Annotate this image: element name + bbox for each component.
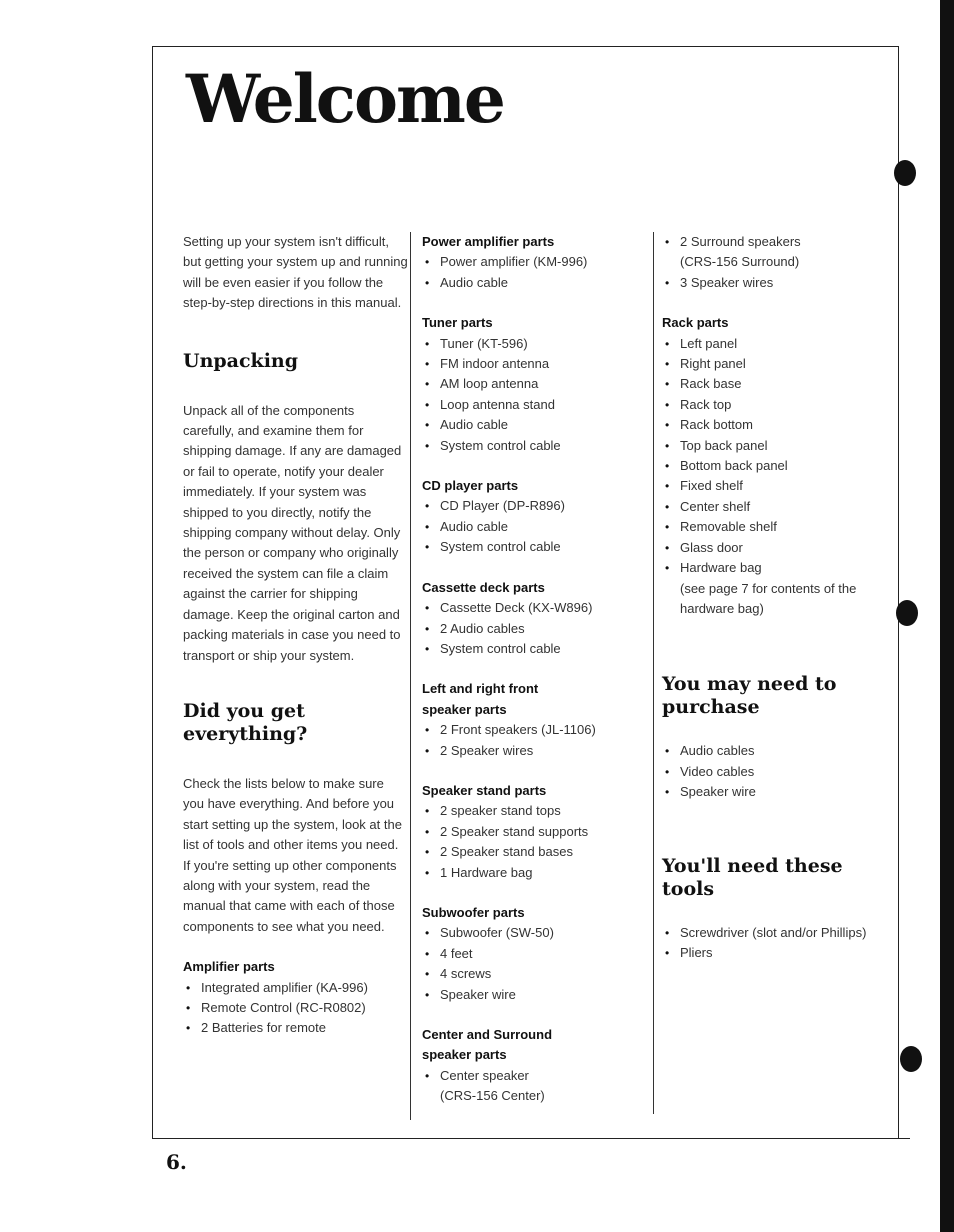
bullet-icon: • — [425, 275, 430, 290]
bullet-icon: • — [425, 438, 430, 453]
column-right — [662, 232, 892, 963]
bullet-icon: • — [425, 601, 430, 616]
bullet-icon: • — [186, 980, 191, 995]
list-item: • Fixed shelf — [662, 476, 892, 496]
list-item: • Cassette Deck (KX-W896) — [422, 598, 650, 618]
column-left — [183, 232, 408, 1039]
bullet-icon: • — [425, 336, 430, 351]
list-item: • Audio cable — [422, 415, 650, 435]
list-item: • Audio cables — [662, 741, 892, 761]
list-item: • CD Player (DP-R896) — [422, 496, 650, 516]
bullet-icon: • — [665, 520, 670, 535]
center-speaker-parts-list — [422, 1066, 650, 1107]
list-item: • FM indoor antenna — [422, 354, 650, 374]
tuner-parts-heading: Tuner parts — [422, 315, 493, 331]
bullet-icon: • — [665, 418, 670, 433]
bullet-icon: • — [665, 561, 670, 576]
bullet-icon: • — [425, 723, 430, 738]
bullet-icon: • — [425, 824, 430, 839]
bullet-icon: • — [425, 357, 430, 372]
bullet-icon: • — [665, 744, 670, 759]
front-speaker-parts-list — [422, 720, 650, 761]
bullet-icon: • — [665, 336, 670, 351]
amplifier-parts-list — [183, 978, 408, 1039]
list-item: • Center shelf — [662, 497, 892, 517]
frame-bottom-border — [152, 1138, 910, 1139]
binder-hole-mark — [896, 600, 918, 626]
list-item: • Glass door — [662, 538, 892, 558]
scan-edge-shadow — [940, 0, 954, 1232]
list-item: • 1 Hardware bag — [422, 863, 650, 883]
list-item: • Right panel — [662, 354, 892, 374]
front-speaker-parts-heading: Left and right front speaker parts — [422, 681, 539, 717]
surround-speaker-parts-list — [662, 232, 892, 293]
page-title: Welcome — [186, 60, 504, 138]
list-item: • Audio cable — [422, 273, 650, 293]
list-item: • AM loop antenna — [422, 374, 650, 394]
list-item: • Rack bottom — [662, 415, 892, 435]
speaker-stand-parts-list — [422, 801, 650, 883]
list-item: • Integrated amplifier (KA-996) — [183, 978, 408, 998]
rack-parts-heading: Rack parts — [662, 315, 729, 331]
bullet-icon: • — [425, 499, 430, 514]
list-item: • Power amplifier (KM-996) — [422, 252, 650, 272]
bullet-icon: • — [665, 438, 670, 453]
list-item: • System control cable — [422, 436, 650, 456]
frame-top-border — [152, 46, 898, 47]
frame-right-border — [898, 46, 899, 1138]
purchase-heading: You may need to purchase — [662, 673, 837, 719]
bullet-icon: • — [665, 377, 670, 392]
bullet-icon: • — [665, 357, 670, 372]
bullet-icon: • — [665, 785, 670, 800]
list-item: • 2 Audio cables — [422, 619, 650, 639]
bullet-icon: • — [425, 621, 430, 636]
list-item: • Rack base — [662, 374, 892, 394]
list-item: • 2 Front speakers (JL-1106) — [422, 720, 650, 740]
bullet-icon: • — [425, 987, 430, 1002]
unpacking-heading: Unpacking — [183, 349, 299, 372]
cassette-deck-parts-heading: Cassette deck parts — [422, 579, 545, 595]
bullet-icon: • — [425, 804, 430, 819]
bullet-icon: • — [425, 865, 430, 880]
list-item: • Audio cable — [422, 517, 650, 537]
did-you-get-everything-heading: Did you get everything? — [183, 699, 308, 745]
list-item: • Remote Control (RC-R0802) — [183, 998, 408, 1018]
binder-hole-mark — [894, 160, 916, 186]
bullet-icon: • — [665, 499, 670, 514]
bullet-icon: • — [425, 540, 430, 555]
page-number: 6. — [166, 1150, 187, 1174]
subwoofer-parts-heading: Subwoofer parts — [422, 904, 525, 920]
cassette-deck-parts-list — [422, 598, 650, 659]
tools-list — [662, 923, 892, 964]
list-item: • 4 feet — [422, 944, 650, 964]
rack-parts-list — [662, 334, 892, 620]
list-item: • Left panel — [662, 334, 892, 354]
bullet-icon: • — [186, 1021, 191, 1036]
list-item: • Removable shelf — [662, 517, 892, 537]
frame-left-border — [152, 46, 153, 1138]
bullet-icon: • — [665, 235, 670, 249]
list-item: • Video cables — [662, 762, 892, 782]
bullet-icon: • — [665, 540, 670, 555]
list-item: • 2 Speaker wires — [422, 741, 650, 761]
bullet-icon: • — [665, 397, 670, 412]
bullet-icon: • — [665, 764, 670, 779]
list-item: • 2 Surround speakers (CRS-156 Surround) — [665, 234, 801, 270]
center-surround-parts-heading: Center and Surround speaker parts — [422, 1027, 553, 1063]
speaker-stand-parts-heading: Speaker stand parts — [422, 782, 547, 798]
bullet-icon: • — [425, 845, 430, 860]
list-item: • Loop antenna stand — [422, 395, 650, 415]
power-amplifier-parts-heading: Power amplifier parts — [422, 234, 555, 249]
binder-hole-mark — [900, 1046, 922, 1072]
bullet-icon: • — [665, 479, 670, 494]
bullet-icon: • — [665, 459, 670, 474]
unpacking-paragraph: Unpack all of the components carefully, and examine them for shipping damage. If any are damaged or fail to operate, notify your dealer immediately. If your system was shipped to you directly, notify the shipping company without delay. Only the person or company who originally received the system can file a claim against the carrier for shipping damage. Keep the original carton and packing materials in case you need to transport or ship your system. — [183, 402, 402, 663]
list-item: • 2 Batteries for remote — [183, 1018, 408, 1038]
list-item: • Bottom back panel — [662, 456, 892, 476]
intro-paragraph: Setting up your system isn't difficult, but getting your system up and running will be even easier if you follow the step-by-step directions in this manual. — [183, 234, 408, 311]
column-middle — [422, 232, 650, 1107]
list-item: • 2 Speaker stand bases — [422, 842, 650, 862]
bullet-icon: • — [425, 967, 430, 982]
purchase-list — [662, 741, 892, 802]
list-item: • 3 Speaker wires — [662, 273, 892, 293]
list-item: • Hardware bag (see page 7 for contents of the hardware bag) — [665, 560, 857, 616]
bullet-icon: • — [186, 1000, 191, 1015]
bullet-icon: • — [425, 946, 430, 961]
column-divider — [653, 232, 654, 1114]
list-item: • Rack top — [662, 395, 892, 415]
tools-heading: You'll need these tools — [662, 854, 843, 900]
cd-player-parts-list — [422, 496, 650, 557]
list-item: • 2 Speaker stand supports — [422, 822, 650, 842]
subwoofer-parts-list — [422, 923, 650, 1005]
list-item: • 2 speaker stand tops — [422, 801, 650, 821]
bullet-icon: • — [425, 255, 430, 270]
bullet-icon: • — [425, 397, 430, 412]
power-amplifier-parts-list — [422, 252, 650, 293]
list-item: • 4 screws — [422, 964, 650, 984]
list-item: • Top back panel — [662, 436, 892, 456]
cd-player-parts-heading: CD player parts — [422, 478, 519, 494]
bullet-icon: • — [425, 926, 430, 941]
bullet-icon: • — [425, 641, 430, 656]
bullet-icon: • — [425, 519, 430, 534]
list-item: • Speaker wire — [422, 985, 650, 1005]
bullet-icon: • — [425, 1068, 430, 1083]
bullet-icon: • — [425, 377, 430, 392]
did-you-get-everything-paragraph: Check the lists below to make sure you have everything. And before you start setting up the system, look at the list of tools and other items you need. If you're setting up other components along with your system, read the manual that came with each of those components to see what you need. — [183, 775, 402, 934]
list-item: • Pliers — [662, 943, 892, 963]
tuner-parts-list — [422, 334, 650, 456]
list-item: • Subwoofer (SW-50) — [422, 923, 650, 943]
list-item: • System control cable — [422, 537, 650, 557]
list-item: • Speaker wire — [662, 782, 892, 802]
column-divider — [410, 232, 411, 1120]
list-item: • Tuner (KT-596) — [422, 334, 650, 354]
amplifier-parts-heading: Amplifier parts — [183, 959, 275, 975]
bullet-icon: • — [425, 418, 430, 433]
list-item: • System control cable — [422, 639, 650, 659]
list-item: • Center speaker (CRS-156 Center) — [425, 1067, 545, 1104]
bullet-icon: • — [665, 925, 670, 940]
list-item: • Screwdriver (slot and/or Phillips) — [662, 923, 892, 943]
bullet-icon: • — [665, 275, 670, 290]
bullet-icon: • — [425, 743, 430, 758]
bullet-icon: • — [665, 945, 670, 960]
